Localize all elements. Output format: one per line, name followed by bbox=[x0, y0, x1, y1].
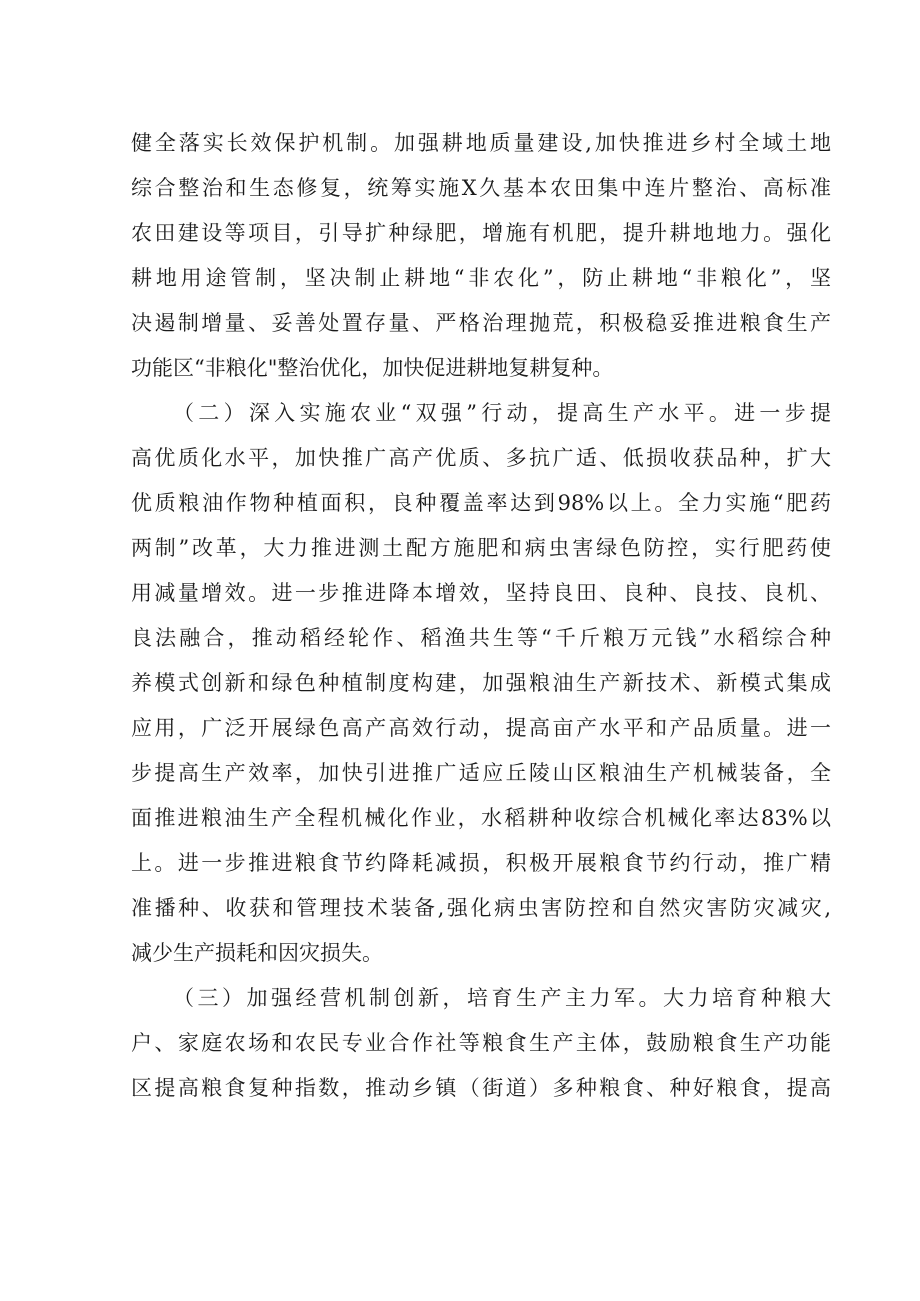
text-line: 上。进一步推进粮食节约降耗减损，积极开展粮食节约行动，推广精 bbox=[131, 851, 831, 875]
text-line: 用减量增效。进一步推进降本增效，坚持良田、良种、良技、良机、 bbox=[131, 581, 831, 605]
text-line: 减少生产损耗和因灾损失。 bbox=[131, 941, 383, 965]
text-line: 耕地用途管制，坚决制止耕地“非农化”，防止耕地“非粮化”，坚 bbox=[131, 266, 831, 290]
text-line: 健全落实长效保护机制。加强耕地质量建设,加快推进乡村全域土地 bbox=[131, 131, 831, 155]
text-line: 区提高粮食复种指数，推动乡镇（街道）多种粮食、种好粮食，提高 bbox=[131, 1076, 831, 1100]
paragraph bbox=[131, 976, 831, 1111]
text-line: 农田建设等项目，引导扩种绿肥，增施有机肥，提升耕地地力。强化 bbox=[131, 221, 831, 245]
text-line: （三）加强经营机制创新，培育生产主力军。大力培育种粮大 bbox=[173, 986, 831, 1010]
text-line: 决遏制增量、妥善处置存量、严格治理抛荒，积极稳妥推进粮食生产 bbox=[131, 311, 831, 335]
text-line: （二）深入实施农业“双强”行动，提高生产水平。进一步提 bbox=[173, 401, 831, 425]
text-line: 优质粮油作物种植面积，良种覆盖率达到98%以上。全力实施“肥药 bbox=[131, 491, 831, 515]
text-line: 户、家庭农场和农民专业合作社等粮食生产主体，鼓励粮食生产功能 bbox=[131, 1031, 831, 1055]
text-line: 综合整治和生态修复，统筹实施X久基本农田集中连片整治、高标准 bbox=[131, 176, 831, 200]
document-body bbox=[131, 121, 831, 1111]
text-line: 良法融合，推动稻经轮作、稻渔共生等“千斤粮万元钱”水稻综合种 bbox=[131, 626, 831, 650]
text-line: 功能区“非粮化"整治优化，加快促进耕地复耕复种。 bbox=[131, 356, 614, 380]
text-line: 面推进粮油生产全程机械化作业，水稻耕种收综合机械化率达83%以 bbox=[131, 806, 831, 830]
text-line: 应用，广泛开展绿色高产高效行动，提高亩产水平和产品质量。进一 bbox=[131, 716, 831, 740]
text-line: 步提高生产效率，加快引进推广适应丘陵山区粮油生产机械装备，全 bbox=[131, 761, 831, 785]
text-line: 两制”改革，大力推进测土配方施肥和病虫害绿色防控，实行肥药使 bbox=[131, 536, 831, 560]
text-line: 养模式创新和绿色种植制度构建，加强粮油生产新技术、新模式集成 bbox=[131, 671, 831, 695]
paragraph bbox=[131, 391, 831, 976]
paragraph bbox=[131, 121, 831, 391]
text-line: 准播种、收获和管理技术装备,强化病虫害防控和自然灾害防灾减灾, bbox=[131, 896, 831, 920]
text-line: 高优质化水平，加快推广高产优质、多抗广适、低损收获品种，扩大 bbox=[131, 446, 831, 470]
